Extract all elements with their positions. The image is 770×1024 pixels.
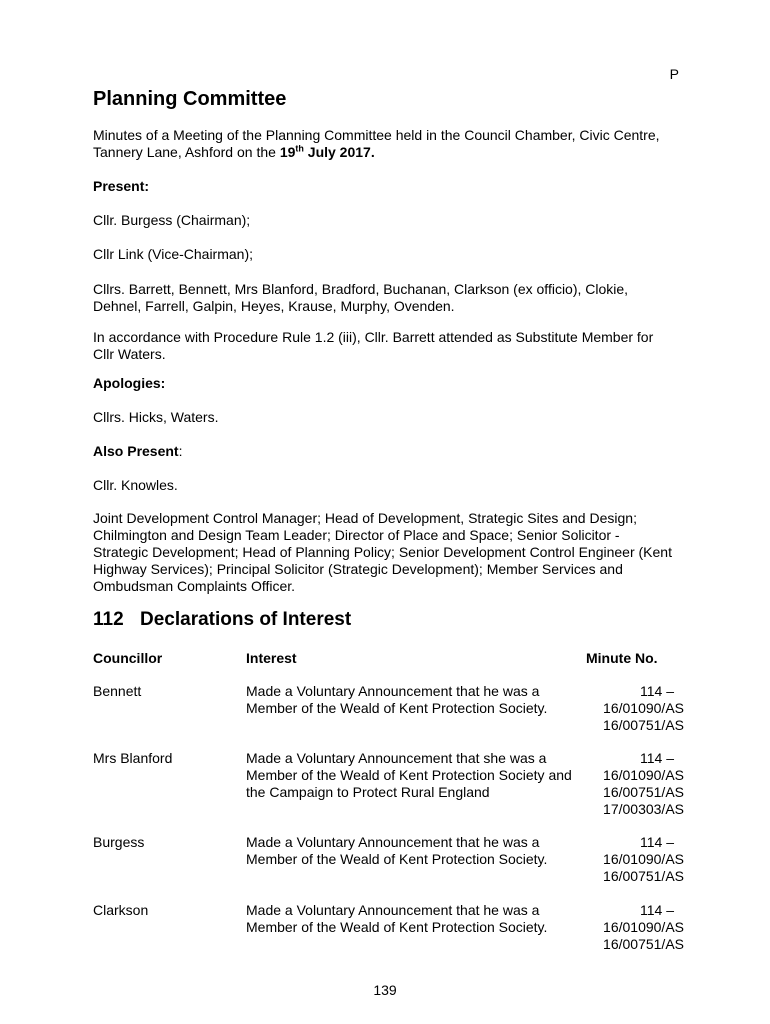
table-header-minute-no: Minute No. <box>586 650 658 666</box>
apologies-line: Cllrs. Hicks, Waters. <box>93 409 219 425</box>
minute-line: 16/00751/AS <box>603 868 684 884</box>
members-paragraph: Cllrs. Barrett, Bennett, Mrs Blanford, Bradford, Buchanan, Clarkson (ex officio), Clokie, Dehnel, Farrell, Galpin, Heyes, Krause, Murphy, Ovenden. <box>93 281 629 314</box>
section-title: Declarations of Interest <box>140 609 352 630</box>
meeting-date-suffix: th <box>295 143 304 154</box>
minute-cell <box>570 902 684 953</box>
also-present-colon: : <box>178 443 183 459</box>
minute-line: 114 – <box>640 750 674 766</box>
present-heading: Present: <box>93 178 150 194</box>
intro-text: Minutes of a Meeting of the Planning Committee held in the Council Chamber, Civic Centre, Tannery Lane, Ashford on the <box>93 127 660 160</box>
document-title: Planning Committee <box>93 88 287 110</box>
councillor-cell: Bennett <box>93 683 142 699</box>
chairman-line: Cllr. Burgess (Chairman); <box>93 212 251 228</box>
minute-line: 16/01090/AS <box>603 700 684 716</box>
page-number: 139 <box>373 982 397 998</box>
section-number: 112 <box>93 609 124 630</box>
minute-line: 17/00303/AS <box>603 801 684 817</box>
substitute-paragraph: In accordance with Procedure Rule 1.2 (iii), Cllr. Barrett attended as Substitute Member for Cllr Waters. <box>93 329 654 362</box>
officers-paragraph: Joint Development Control Manager; Head of Development, Strategic Sites and Design; Chilmington and Design Team Leader; Director of Place and Space; Senior Solicitor - Strategic Development; Head of Planning Policy; Senior Development Control Engineer (Kent Highway Services); Principal Solicitor (Strategic Development); Member Services and Ombudsman Complaints Officer. <box>93 510 672 594</box>
interest-cell: Made a Voluntary Announcement that he was a Member of the Weald of Kent Protection Society. <box>246 834 548 867</box>
corner-mark: P <box>669 66 679 82</box>
minute-line: 16/00751/AS <box>603 784 684 800</box>
interest-cell: Made a Voluntary Announcement that he was a Member of the Weald of Kent Protection Society. <box>246 683 548 716</box>
table-header-interest: Interest <box>246 650 297 666</box>
table-header-councillor: Councillor <box>93 650 163 666</box>
minute-cell <box>570 834 684 885</box>
councillor-cell: Clarkson <box>93 902 149 918</box>
minute-line: 114 – <box>640 902 674 918</box>
also-present-heading <box>93 443 678 460</box>
minute-line: 114 – <box>640 834 674 850</box>
intro-paragraph <box>93 127 678 161</box>
minute-cell <box>570 750 684 818</box>
meeting-date-rest: July 2017. <box>303 144 375 160</box>
minute-line: 16/01090/AS <box>603 767 684 783</box>
minute-line: 16/01090/AS <box>603 851 684 867</box>
meeting-date-day: 19 <box>279 144 296 160</box>
minute-line: 114 – <box>640 683 674 699</box>
also-present-label: Also Present <box>93 443 179 459</box>
minute-line: 16/00751/AS <box>603 936 684 952</box>
apologies-heading: Apologies: <box>93 375 166 391</box>
section-heading <box>93 609 351 631</box>
vice-chairman-line: Cllr Link (Vice-Chairman); <box>93 246 254 262</box>
minute-cell <box>570 683 684 734</box>
councillor-cell: Burgess <box>93 834 145 850</box>
minute-line: 16/01090/AS <box>603 919 684 935</box>
meeting-date <box>280 144 375 160</box>
interest-cell: Made a Voluntary Announcement that he was a Member of the Weald of Kent Protection Society. <box>246 902 548 935</box>
also-present-line: Cllr. Knowles. <box>93 477 178 493</box>
minute-line: 16/00751/AS <box>603 717 684 733</box>
interest-cell: Made a Voluntary Announcement that she was a Member of the Weald of Kent Protection Society and the Campaign to Protect Rural England <box>246 750 572 800</box>
councillor-cell: Mrs Blanford <box>93 750 173 766</box>
